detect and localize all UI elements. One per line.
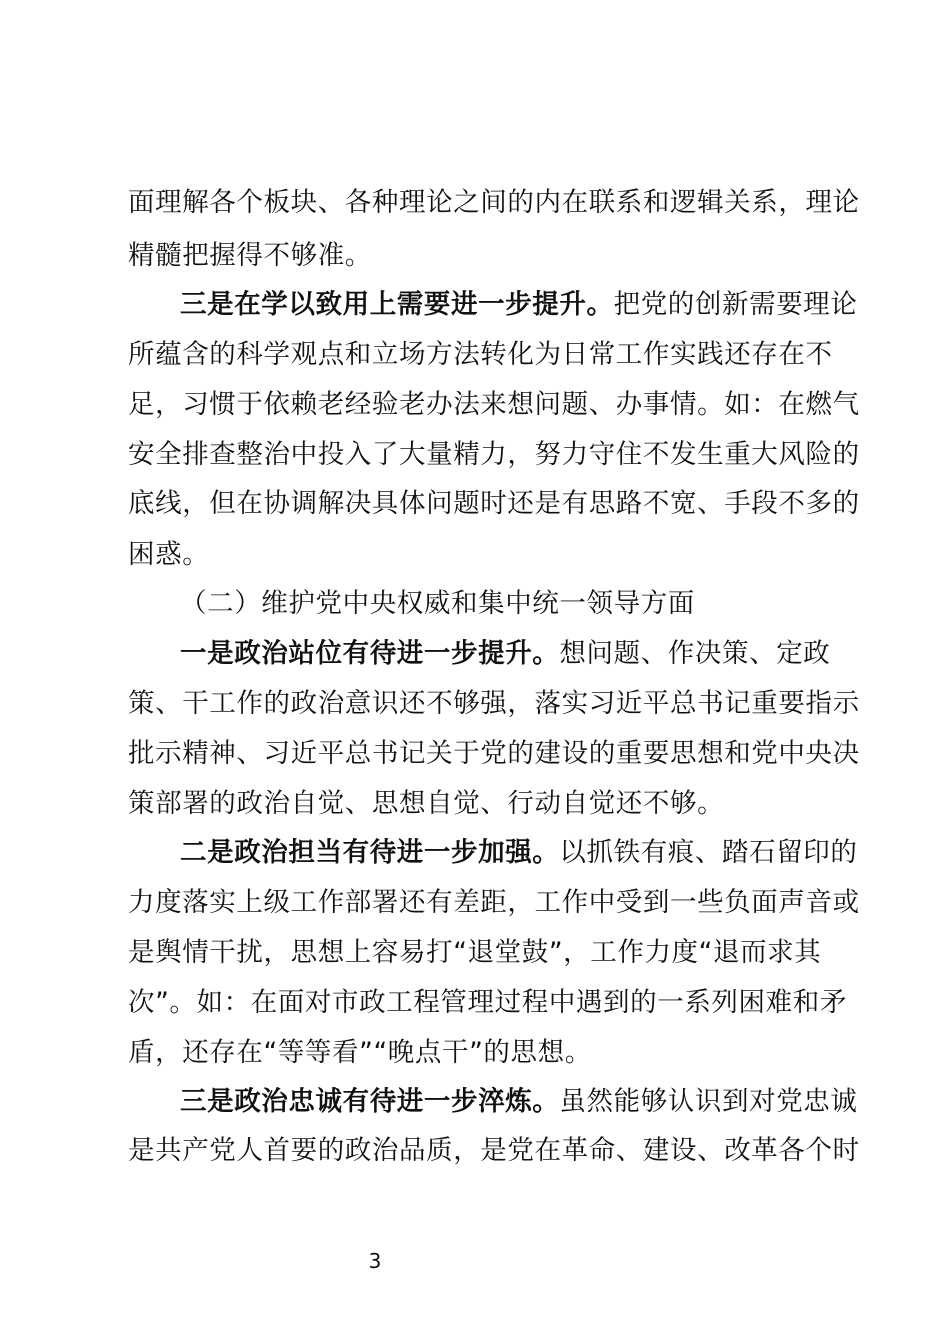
text-line: 安全排查整治中投入了大量精力，努力守住不发生重大风险的 xyxy=(128,439,860,470)
text-line: 是舆情干扰，思想上容易打“退堂鼓”，工作力度“退而求其 xyxy=(128,937,822,968)
text-line: 精髓把握得不够准。 xyxy=(128,240,372,271)
paragraph-heading: 一是政治站位有待进一步提升。 xyxy=(180,638,560,669)
paragraph-start xyxy=(180,634,840,674)
paragraph-heading: 三是在学以致用上需要进一步提升。 xyxy=(180,289,614,320)
section-heading: （二）维护党中央权威和集中统一领导方面 xyxy=(180,588,695,619)
text-line: 所蕴含的科学观点和立场方法转化为日常工作实践还存在不 xyxy=(128,339,833,370)
text-line: 足，习惯于依赖老经验老办法来想问题、办事情。如：在燃气 xyxy=(128,389,860,420)
paragraph-start xyxy=(180,1082,858,1122)
text-line: 困惑。 xyxy=(128,539,210,570)
paragraph-start xyxy=(180,833,858,873)
text-line: 是共产党人首要的政治品质，是党在革命、建设、改革各个时 xyxy=(128,1135,860,1166)
text-line: 力度落实上级工作部署还有差距，工作中受到一些负面声音或 xyxy=(128,887,860,918)
page-number: 3 xyxy=(368,1249,382,1273)
paragraph-text: 以抓铁有痕、踏石留印的 xyxy=(559,837,858,868)
text-line: 策、干工作的政治意识还不够强，落实习近平总书记重要指示 xyxy=(128,688,860,719)
text-line: 盾，还存在“等等看”“晚点干”的思想。 xyxy=(128,1037,592,1068)
text-line: 次”。如：在面对市政工程管理过程中遇到的一系列困难和矛 xyxy=(128,987,847,1018)
paragraph-text: 虽然能够认识到对党忠诚 xyxy=(559,1086,858,1117)
paragraph-heading: 三是政治忠诚有待进一步淬炼。 xyxy=(180,1086,560,1117)
text-line: 批示精神、习近平总书记关于党的建设的重要思想和党中央决 xyxy=(128,738,860,769)
paragraph-text: 想问题、作决策、定政 xyxy=(559,638,831,669)
paragraph-start xyxy=(180,285,858,325)
paragraph-heading: 二是政治担当有待进一步加强。 xyxy=(180,837,560,868)
text-line: 策部署的政治自觉、思想自觉、行动自觉还不够。 xyxy=(128,788,725,819)
text-line: 底线，但在协调解决具体问题时还是有思路不宽、手段不多的 xyxy=(128,488,860,519)
text-line: 面理解各个板块、各种理论之间的内在联系和逻辑关系，理论 xyxy=(128,187,860,218)
paragraph-text: 把党的创新需要理论 xyxy=(613,289,858,320)
